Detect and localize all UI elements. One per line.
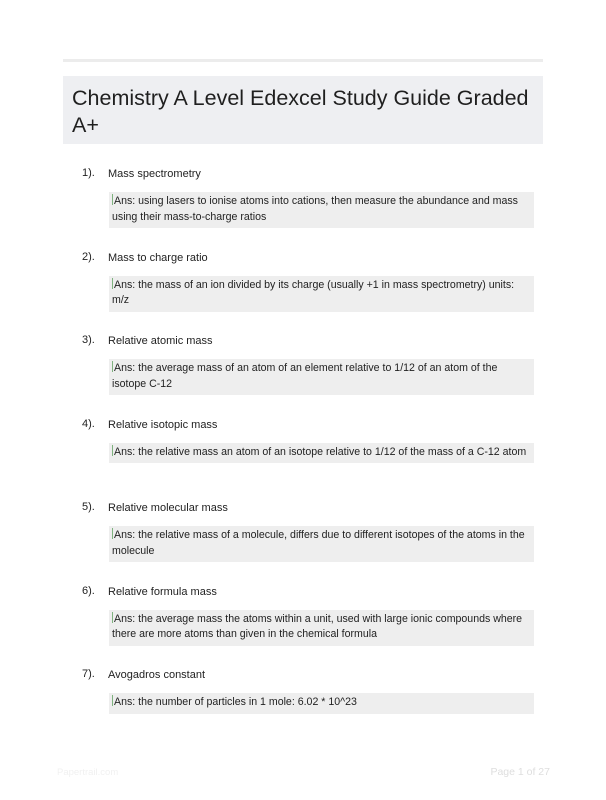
top-divider bbox=[63, 59, 543, 62]
item-answer: Ans: the number of particles in 1 mole: 6.02 * 10^23 bbox=[114, 696, 357, 708]
item-answer-box bbox=[109, 192, 534, 228]
answer-marker bbox=[112, 445, 113, 456]
page-indicator: Page 1 of 27 bbox=[490, 766, 550, 778]
footer-watermark: Papertrail.com bbox=[57, 767, 119, 778]
item-number: 5). bbox=[82, 501, 95, 513]
item-number: 7). bbox=[82, 668, 95, 680]
list-item bbox=[0, 250, 606, 334]
item-answer-box bbox=[109, 359, 534, 395]
item-answer: Ans: the average mass the atoms within a unit, used with large ionic compounds where there are more atoms than given in the chemical formula bbox=[112, 612, 523, 640]
item-answer: Ans: the relative mass of a molecule, differs due to different isotopes of the atoms in the molecule bbox=[112, 529, 525, 557]
list-item bbox=[0, 667, 606, 751]
item-answer-box bbox=[109, 610, 534, 646]
list-item bbox=[0, 417, 606, 501]
list-item bbox=[0, 166, 606, 250]
item-number: 4). bbox=[82, 417, 95, 430]
answer-marker bbox=[112, 612, 113, 623]
answer-marker bbox=[112, 361, 113, 372]
answer-marker bbox=[112, 194, 113, 205]
page-title: Chemistry A Level Edexcel Study Guide Graded A+ bbox=[72, 86, 529, 137]
item-answer: Ans: the relative mass an atom of an isotope relative to 1/12 of the mass of a C-12 atom bbox=[114, 445, 527, 458]
list-item bbox=[0, 333, 606, 417]
list-item bbox=[0, 500, 606, 584]
item-number: 3). bbox=[82, 334, 95, 346]
item-number: 2). bbox=[82, 250, 95, 263]
item-question: Relative formula mass bbox=[108, 585, 217, 598]
item-number: 6). bbox=[82, 584, 95, 597]
item-question: Relative molecular mass bbox=[108, 502, 228, 514]
item-number: 1). bbox=[82, 167, 95, 179]
item-question: Avogadros constant bbox=[108, 669, 206, 681]
answer-marker bbox=[112, 278, 113, 289]
title-banner bbox=[63, 76, 543, 144]
item-question: Relative isotopic mass bbox=[108, 418, 218, 431]
item-question: Relative atomic mass bbox=[108, 335, 213, 347]
item-answer-box bbox=[109, 526, 534, 562]
item-question: Mass spectrometry bbox=[108, 168, 201, 180]
answer-marker bbox=[112, 528, 113, 539]
item-answer-box bbox=[109, 693, 534, 714]
item-answer: Ans: the average mass of an atom of an element relative to 1/12 of an atom of the isotope C-12 bbox=[112, 362, 498, 390]
item-answer: Ans: using lasers to ionise atoms into cations, then measure the abundance and mass using their mass-to-charge ratios bbox=[112, 195, 518, 223]
answer-marker bbox=[112, 695, 113, 706]
list-item bbox=[0, 584, 606, 668]
item-answer: Ans: the mass of an ion divided by its charge (usually +1 in mass spectrometry) units: m/z bbox=[112, 278, 515, 306]
item-answer-box bbox=[109, 276, 534, 312]
item-question: Mass to charge ratio bbox=[108, 251, 208, 264]
item-answer-box bbox=[109, 443, 534, 464]
question-list bbox=[0, 166, 606, 751]
